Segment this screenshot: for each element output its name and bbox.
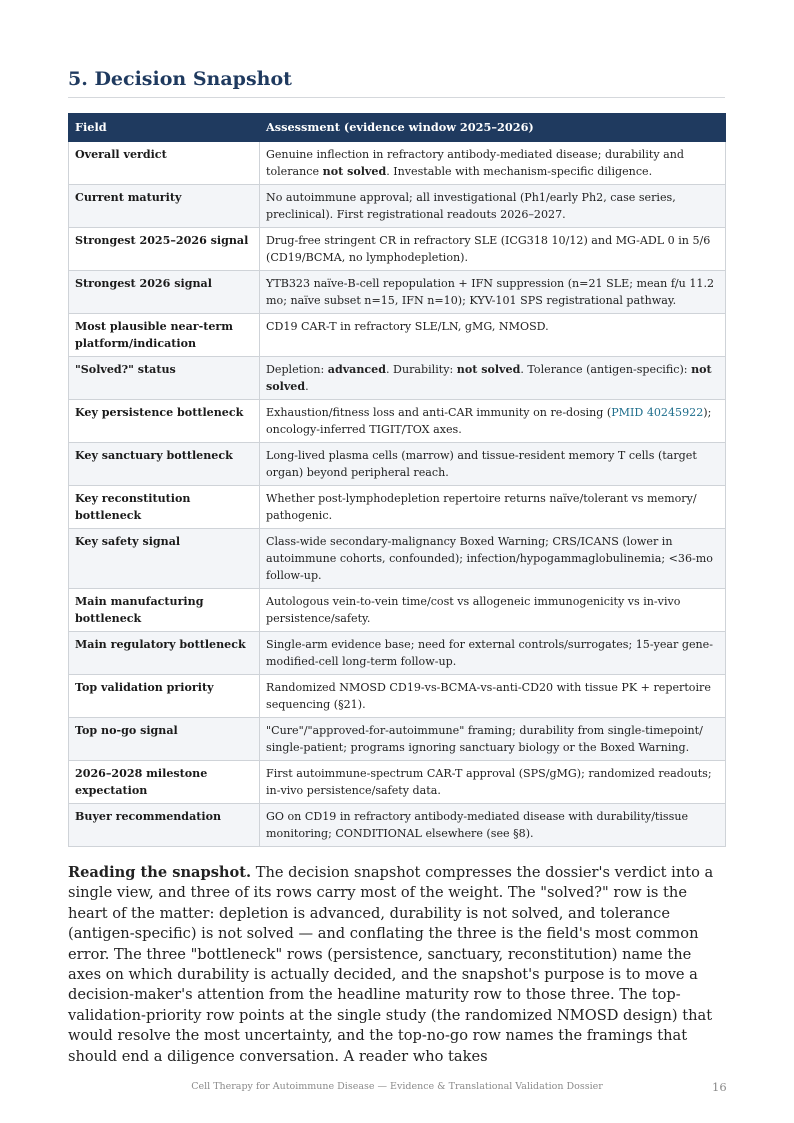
table-row bbox=[69, 486, 726, 529]
row-assessment: YTB323 naïve-B-cell repopulation + IFN suppression (n=21 SLE; mean f/u 11.2 mo; naïve subset n=15, IFN n=10); KYV-101 SPS registrational pathway. bbox=[260, 271, 726, 314]
heading-divider bbox=[68, 97, 725, 98]
row-field: Strongest 2026 signal bbox=[69, 271, 260, 314]
row-assessment: "Cure"/"approved-for-autoimmune" framing; durability from single-timepoint/ single-patient; programs ignoring sanctuary biology or the Boxed Warning. bbox=[260, 718, 726, 761]
row-assessment: Depletion: advanced. Durability: not solved. Tolerance (antigen-specific): not solved. bbox=[260, 357, 726, 400]
row-assessment: No autoimmune approval; all investigational (Ph1/early Ph2, case series, preclinical). First registrational readouts 2026–2027. bbox=[260, 185, 726, 228]
row-assessment: CD19 CAR-T in refractory SLE/LN, gMG, NMOSD. bbox=[260, 314, 726, 357]
row-field: Key sanctuary bottleneck bbox=[69, 443, 260, 486]
row-field: Buyer recommendation bbox=[69, 804, 260, 847]
table-row bbox=[69, 228, 726, 271]
row-assessment: GO on CD19 in refractory antibody-mediated disease with durability/tissue monitoring; CONDITIONAL elsewhere (see §8). bbox=[260, 804, 726, 847]
row-field: Key persistence bottleneck bbox=[69, 400, 260, 443]
table-row bbox=[69, 400, 726, 443]
row-assessment: First autoimmune-spectrum CAR-T approval (SPS/gMG); randomized readouts; in-vivo persistence/safety data. bbox=[260, 761, 726, 804]
column-header-field: Field bbox=[69, 114, 260, 142]
table-row bbox=[69, 675, 726, 718]
row-field: Key safety signal bbox=[69, 529, 260, 589]
table-row bbox=[69, 529, 726, 589]
section-title: 5. Decision Snapshot bbox=[68, 68, 292, 90]
reading-paragraph bbox=[68, 863, 726, 1067]
table-row bbox=[69, 804, 726, 847]
row-assessment: Single-arm evidence base; need for external controls/surrogates; 15-year gene-modified-cell long-term follow-up. bbox=[260, 632, 726, 675]
table-row bbox=[69, 632, 726, 675]
page-number: 16 bbox=[712, 1080, 727, 1094]
row-field: "Solved?" status bbox=[69, 357, 260, 400]
table-row bbox=[69, 357, 726, 400]
column-header-assessment: Assessment (evidence window 2025–2026) bbox=[260, 114, 726, 142]
row-field: Current maturity bbox=[69, 185, 260, 228]
row-field: Overall verdict bbox=[69, 142, 260, 185]
row-assessment: Autologous vein-to-vein time/cost vs allogeneic immunogenicity vs in-vivo persistence/safety. bbox=[260, 589, 726, 632]
pmid-link[interactable]: PMID 40245922 bbox=[611, 406, 704, 419]
table-row bbox=[69, 718, 726, 761]
table-row bbox=[69, 761, 726, 804]
table-row bbox=[69, 185, 726, 228]
table-row bbox=[69, 314, 726, 357]
table-row bbox=[69, 589, 726, 632]
row-assessment: Randomized NMOSD CD19-vs-BCMA-vs-anti-CD20 with tissue PK + repertoire sequencing (§21). bbox=[260, 675, 726, 718]
row-field: Most plausible near-term platform/indication bbox=[69, 314, 260, 357]
decision-snapshot-table bbox=[68, 113, 726, 847]
row-field: Main regulatory bottleneck bbox=[69, 632, 260, 675]
row-field: Top validation priority bbox=[69, 675, 260, 718]
row-assessment: Exhaustion/fitness loss and anti-CAR immunity on re-dosing (PMID 40245922); oncology-inferred TIGIT/TOX axes. bbox=[260, 400, 726, 443]
row-assessment: Class-wide secondary-malignancy Boxed Warning; CRS/ICANS (lower in autoimmune cohorts, confounded); infection/hypogammaglobulinemia; <36-mo follow-up. bbox=[260, 529, 726, 589]
row-assessment: Genuine inflection in refractory antibody-mediated disease; durability and tolerance not solved. Investable with mechanism-specific diligence. bbox=[260, 142, 726, 185]
table-row bbox=[69, 142, 726, 185]
row-assessment: Whether post-lymphodepletion repertoire returns naïve/tolerant vs memory/ pathogenic. bbox=[260, 486, 726, 529]
table-row bbox=[69, 443, 726, 486]
paragraph-lead: Reading the snapshot. bbox=[68, 864, 252, 881]
page-footer: Cell Therapy for Autoimmune Disease — Evidence & Translational Validation Dossier bbox=[191, 1081, 603, 1092]
row-field: Main manufacturing bottleneck bbox=[69, 589, 260, 632]
row-assessment: Drug-free stringent CR in refractory SLE (ICG318 10/12) and MG-ADL 0 in 5/6 (CD19/BCMA, no lymphodepletion). bbox=[260, 228, 726, 271]
table-row bbox=[69, 271, 726, 314]
row-field: Strongest 2025–2026 signal bbox=[69, 228, 260, 271]
row-assessment: Long-lived plasma cells (marrow) and tissue-resident memory T cells (target organ) beyond peripheral reach. bbox=[260, 443, 726, 486]
paragraph-body: The decision snapshot compresses the dossier's verdict into a single view, and three of its rows carry most of the weight. The "solved?" row is the heart of the matter: depletion is advanced, durability is not solved, and tolerance (antigen-specific) is not solved — and conflating the three is the field's most common error. The three "bottleneck" rows (persistence, sanctuary, reconstitution) name the axes on which durability is actually decided, and the snapshot's purpose is to move a decision-maker's attention from the headline maturity row to those three. The top-validation-priority row points at the single study (the randomized NMOSD design) that would resolve the most uncertainty, and the top-no-go row names the framings that should end a diligence conversation. A reader who takes bbox=[68, 864, 714, 1065]
row-field: 2026–2028 milestone expectation bbox=[69, 761, 260, 804]
row-field: Top no-go signal bbox=[69, 718, 260, 761]
table-header-row bbox=[69, 114, 726, 142]
row-field: Key reconstitution bottleneck bbox=[69, 486, 260, 529]
